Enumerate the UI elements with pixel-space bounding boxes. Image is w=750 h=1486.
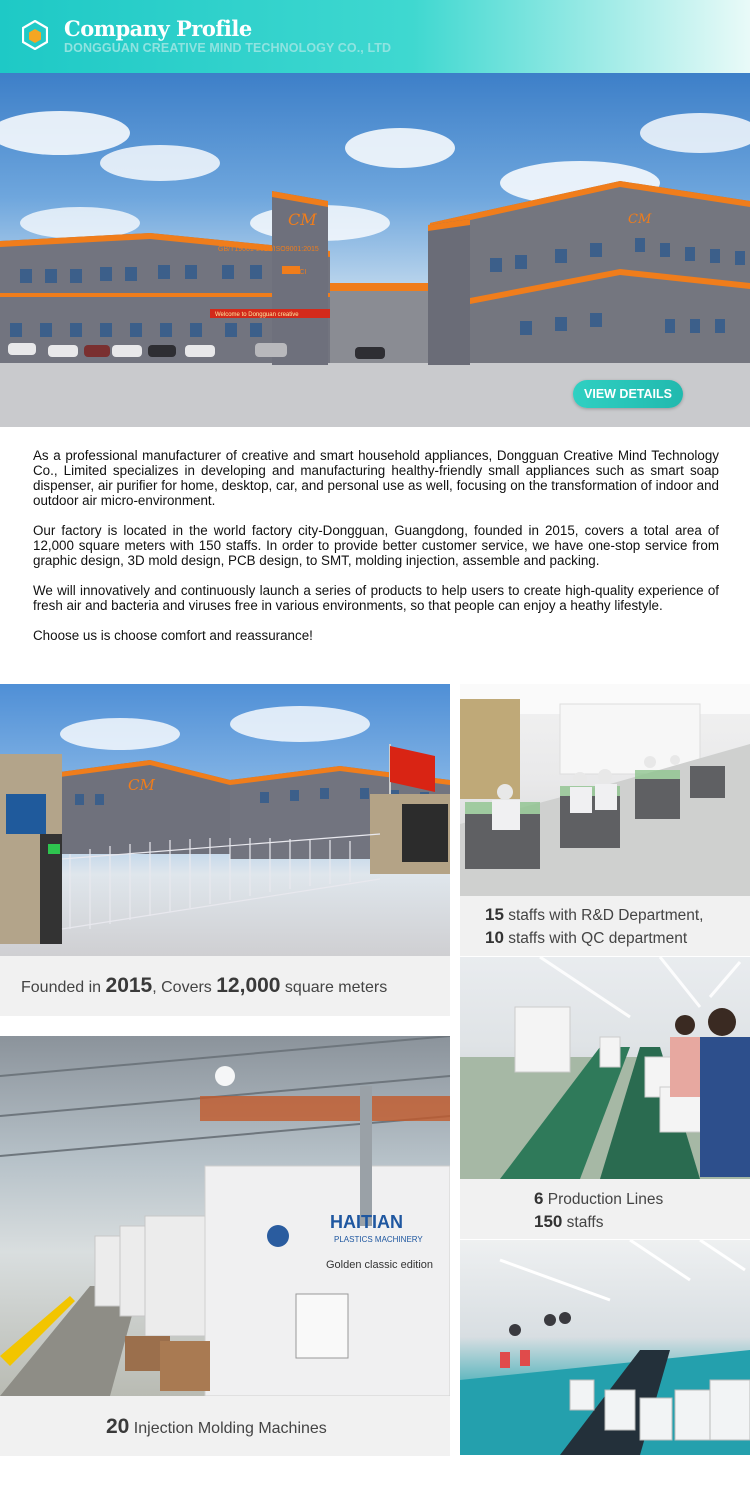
view-details-button[interactable]: VIEW DETAILS [573, 380, 683, 408]
svg-text:CM: CM [628, 212, 652, 227]
hexagon-logo-icon [22, 20, 48, 50]
company-name: DONGGUAN CREATIVE MIND TECHNOLOGY CO., LTD [64, 41, 392, 55]
founded-caption: Founded in 2015, Covers 12,000 square meters [21, 974, 388, 997]
svg-text:CM: CM [128, 776, 155, 794]
rd-office-photo [460, 684, 750, 896]
bsci-sign: BSCI [290, 269, 307, 276]
svg-text:CM: CM [288, 210, 317, 229]
rd-caption-box [460, 896, 750, 956]
factory-hero-image [0, 73, 750, 427]
assembly-floor-photo [460, 1240, 750, 1455]
company-intro [33, 448, 719, 658]
factory-building-illustration [0, 73, 750, 427]
intro-paragraph: We will innovatively and continuously launch a series of products to help users to create high-quality experience of fresh air and bacteria and viruses free in various environments, so that people can enjoy a heathy lifestyle. [33, 583, 719, 613]
rd-caption: 15 staffs with R&D Department, 10 staffs with QC department [485, 905, 704, 947]
intro-paragraph: As a professional manufacturer of creative and smart household appliances, Dongguan Creative Mind Technology Co., Limited specializes in developing and manufacturing healthy-friendly small appliances such as smart soap dispenser, air purifier for home, desktop, car, and personal use as well, focusing on the transformation of indoor and outdoor air micro-environment. [33, 448, 719, 508]
intro-paragraph: Choose us is choose comfort and reassurance! [33, 628, 313, 643]
edition-label: Golden classic edition [326, 1259, 434, 1271]
molding-caption: 20 Injection Molding Machines [106, 1415, 327, 1438]
welcome-banner: Welcome to Dongguan creative [215, 312, 299, 318]
page-title: Company Profile [64, 16, 252, 41]
haitian-sub: PLASTICS MACHINERY [334, 1235, 423, 1244]
molding-caption-box [0, 1396, 450, 1456]
production-caption-box [460, 1179, 750, 1239]
factory-gate-photo [0, 684, 450, 956]
haitian-brand: HAITIAN [330, 1212, 403, 1232]
cert-sign: GB/T19001-2016/ISO9001:2015 [218, 246, 319, 253]
founded-caption-box [0, 956, 450, 1016]
production-caption: 6 Production Lines 150 staffs [534, 1189, 664, 1231]
injection-molding-photo [0, 1036, 450, 1396]
production-line-photo [460, 957, 750, 1179]
intro-paragraph: Our factory is located in the world factory city-Dongguan, Guangdong, founded in 2015, covers a total area of 12,000 square meters with 150 staffs. In order to provide better customer service, we have one-stop service from graphic design, 3D mold design, PCB design, to SMT, molding injection, assemble and packing. [33, 523, 719, 568]
page-header [0, 0, 750, 73]
